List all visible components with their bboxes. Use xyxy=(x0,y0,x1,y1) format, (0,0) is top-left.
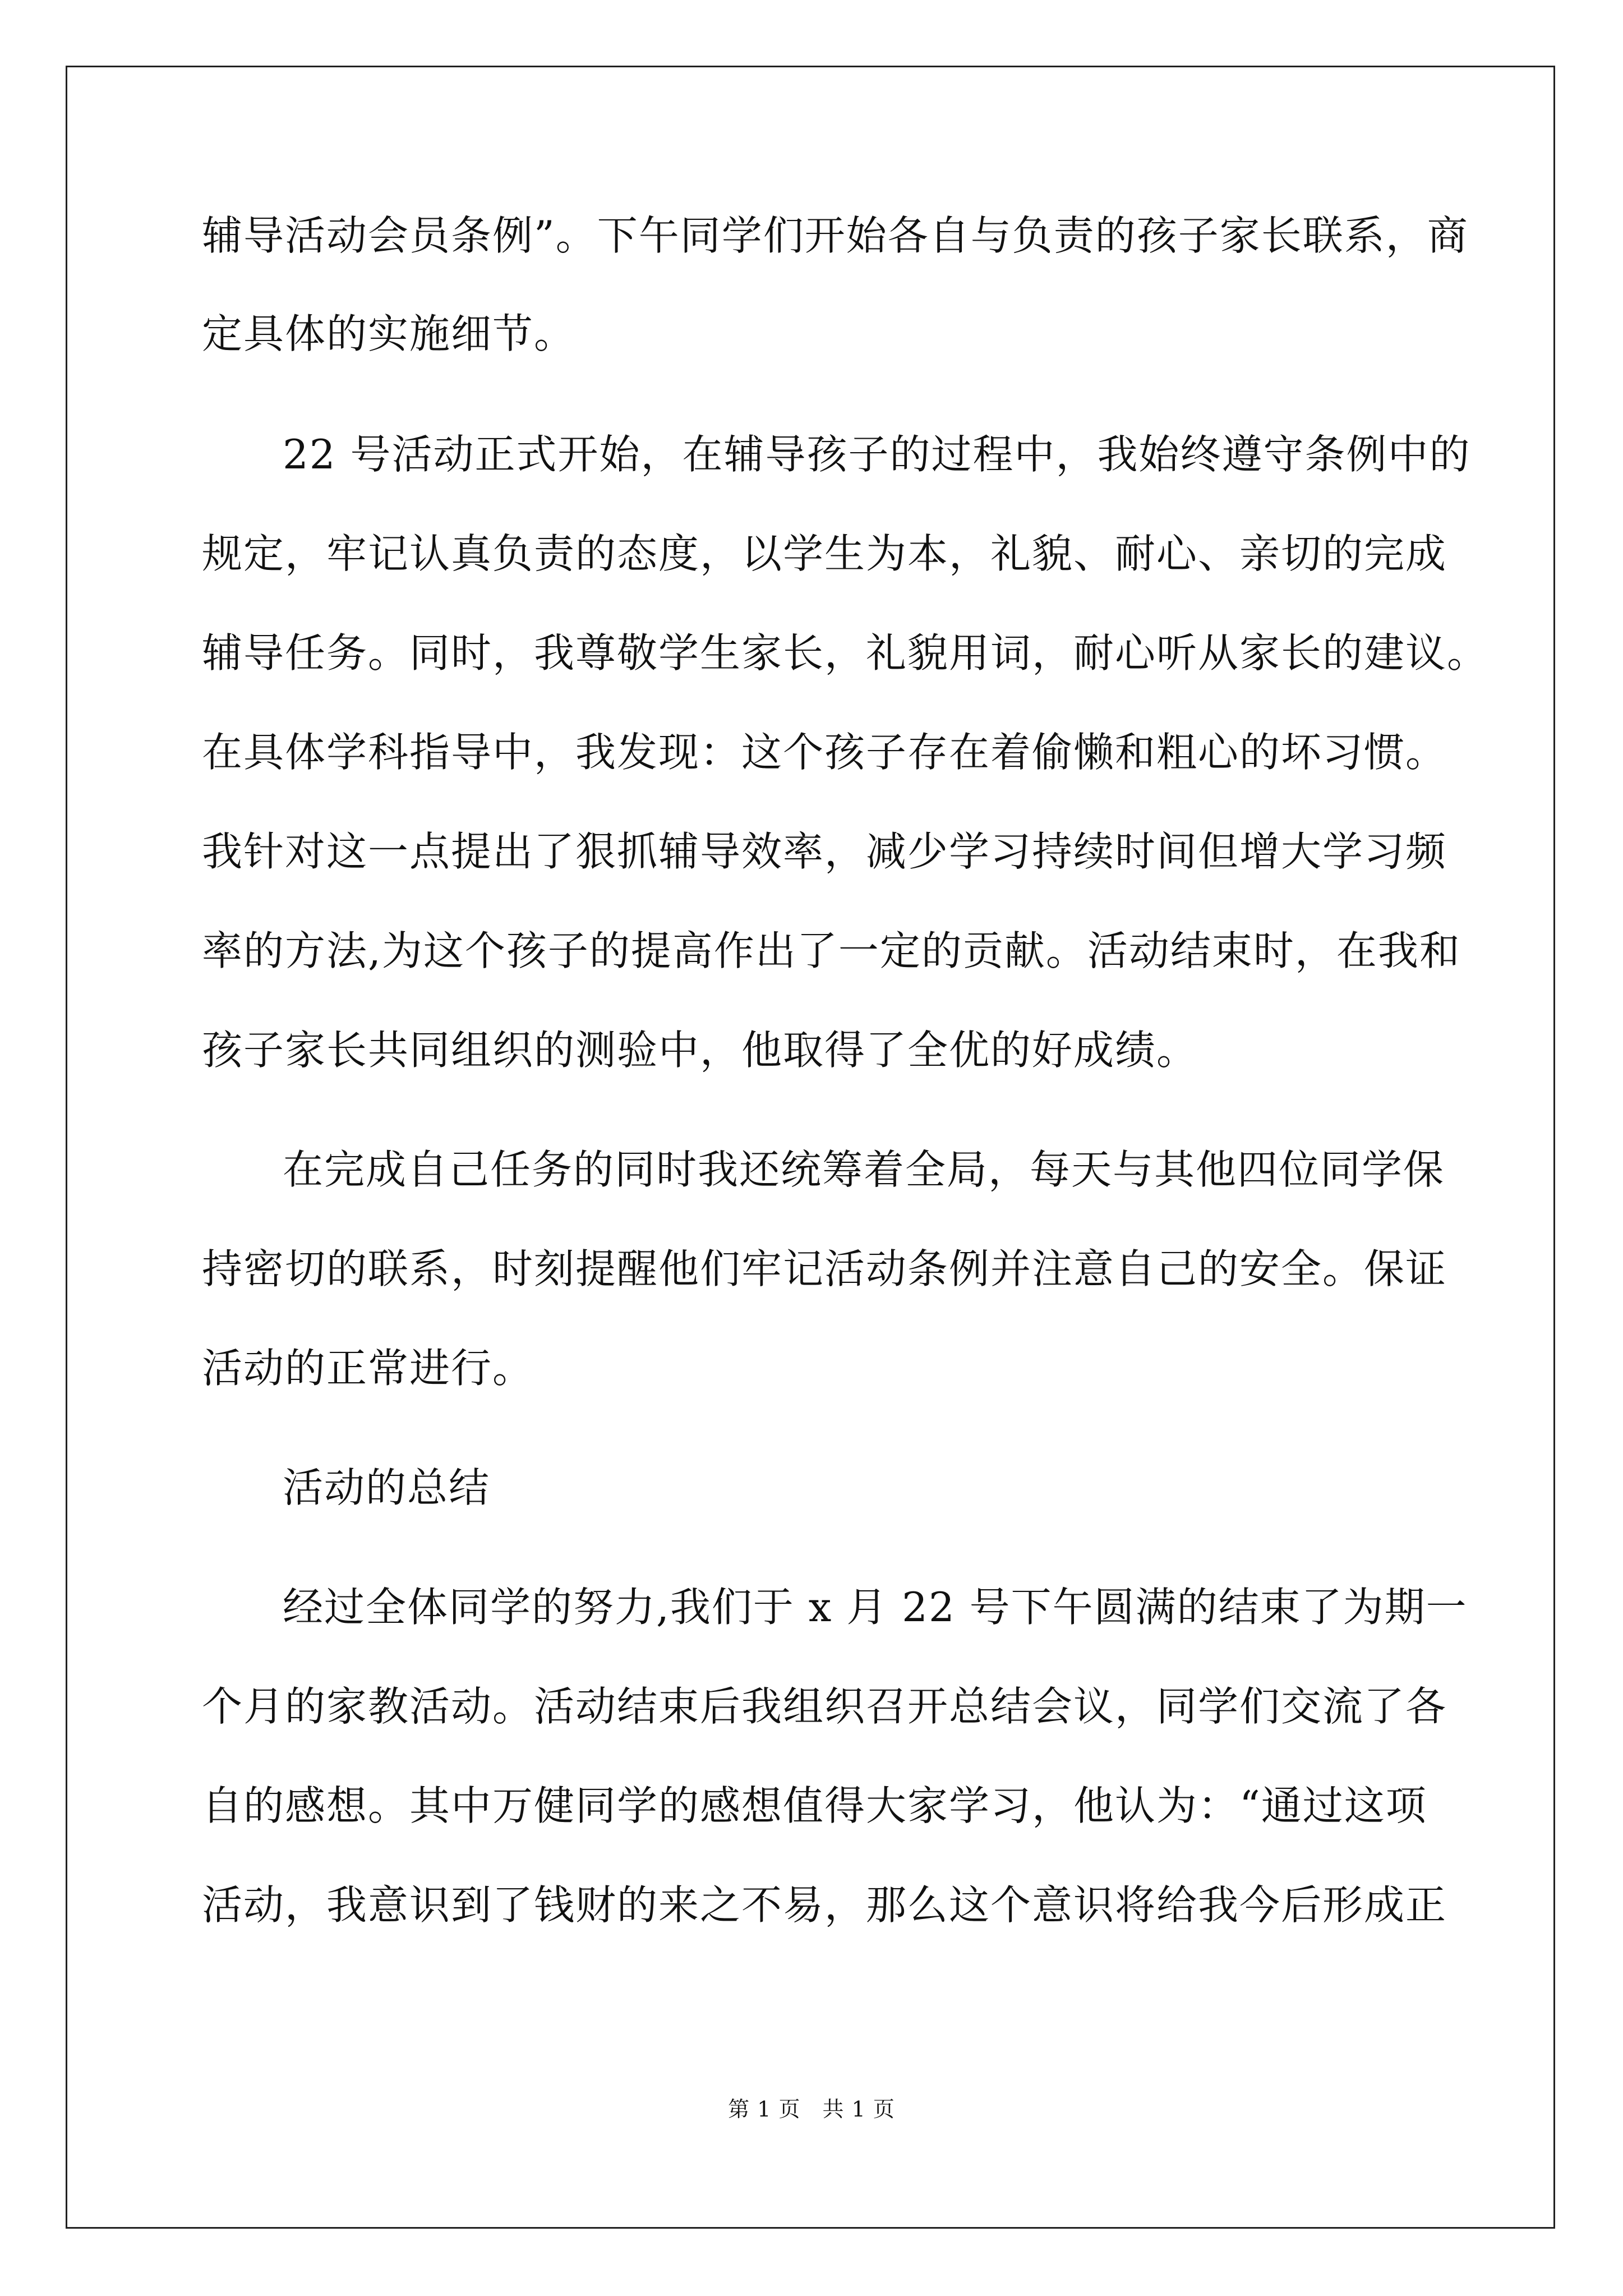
text-line: 活动的正常进行。 xyxy=(202,1345,534,1392)
text-line: 孩子家长共同组织的测验中，他取得了全优的好成绩。 xyxy=(202,1027,1198,1074)
text-line: 辅导活动会员条例”。下午同学们开始各自与负责的孩子家长联系，商 xyxy=(202,212,1469,259)
page-number-footer: 第 1 页 共 1 页 xyxy=(728,2097,895,2122)
text-line: 率的方法,为这个孩子的提高作出了一定的贡献。活动结束时，在我和 xyxy=(202,927,1461,974)
text-line: 个月的家教活动。活动结束后我组织召开总结会议，同学们交流了各 xyxy=(202,1683,1447,1730)
text-line: 22 号活动正式开始，在辅导孩子的过程中，我始终遵守条例中的 xyxy=(283,431,1471,478)
text-line: 经过全体同学的努力,我们于 x 月 22 号下午圆满的结束了为期一 xyxy=(283,1584,1468,1631)
text-line: 持密切的联系，时刻提醒他们牢记活动条例并注意自己的安全。保证 xyxy=(202,1245,1447,1292)
text-line: 在完成自己任务的同时我还统筹着全局，每天与其他四位同学保 xyxy=(283,1146,1445,1193)
text-line: 定具体的实施细节。 xyxy=(202,310,576,357)
text-line: 活动，我意识到了钱财的来之不易，那么这个意识将给我今后形成正 xyxy=(202,1881,1447,1929)
section-heading: 活动的总结 xyxy=(283,1464,491,1511)
text-line: 在具体学科指导中，我发现：这个孩子存在着偷懒和粗心的坏习惯。 xyxy=(202,729,1447,776)
text-line: 自的感想。其中万健同学的感想值得大家学习，他认为：“通过这项 xyxy=(202,1782,1427,1829)
text-line: 辅导任务。同时，我尊敬学生家长，礼貌用词，耐心听从家长的建议。 xyxy=(202,629,1489,677)
text-line: 规定，牢记认真负责的态度，以学生为本，礼貌、耐心、亲切的完成 xyxy=(202,530,1447,577)
text-line: 我针对这一点提出了狠抓辅导效率，减少学习持续时间但增大学习频 xyxy=(202,828,1447,875)
